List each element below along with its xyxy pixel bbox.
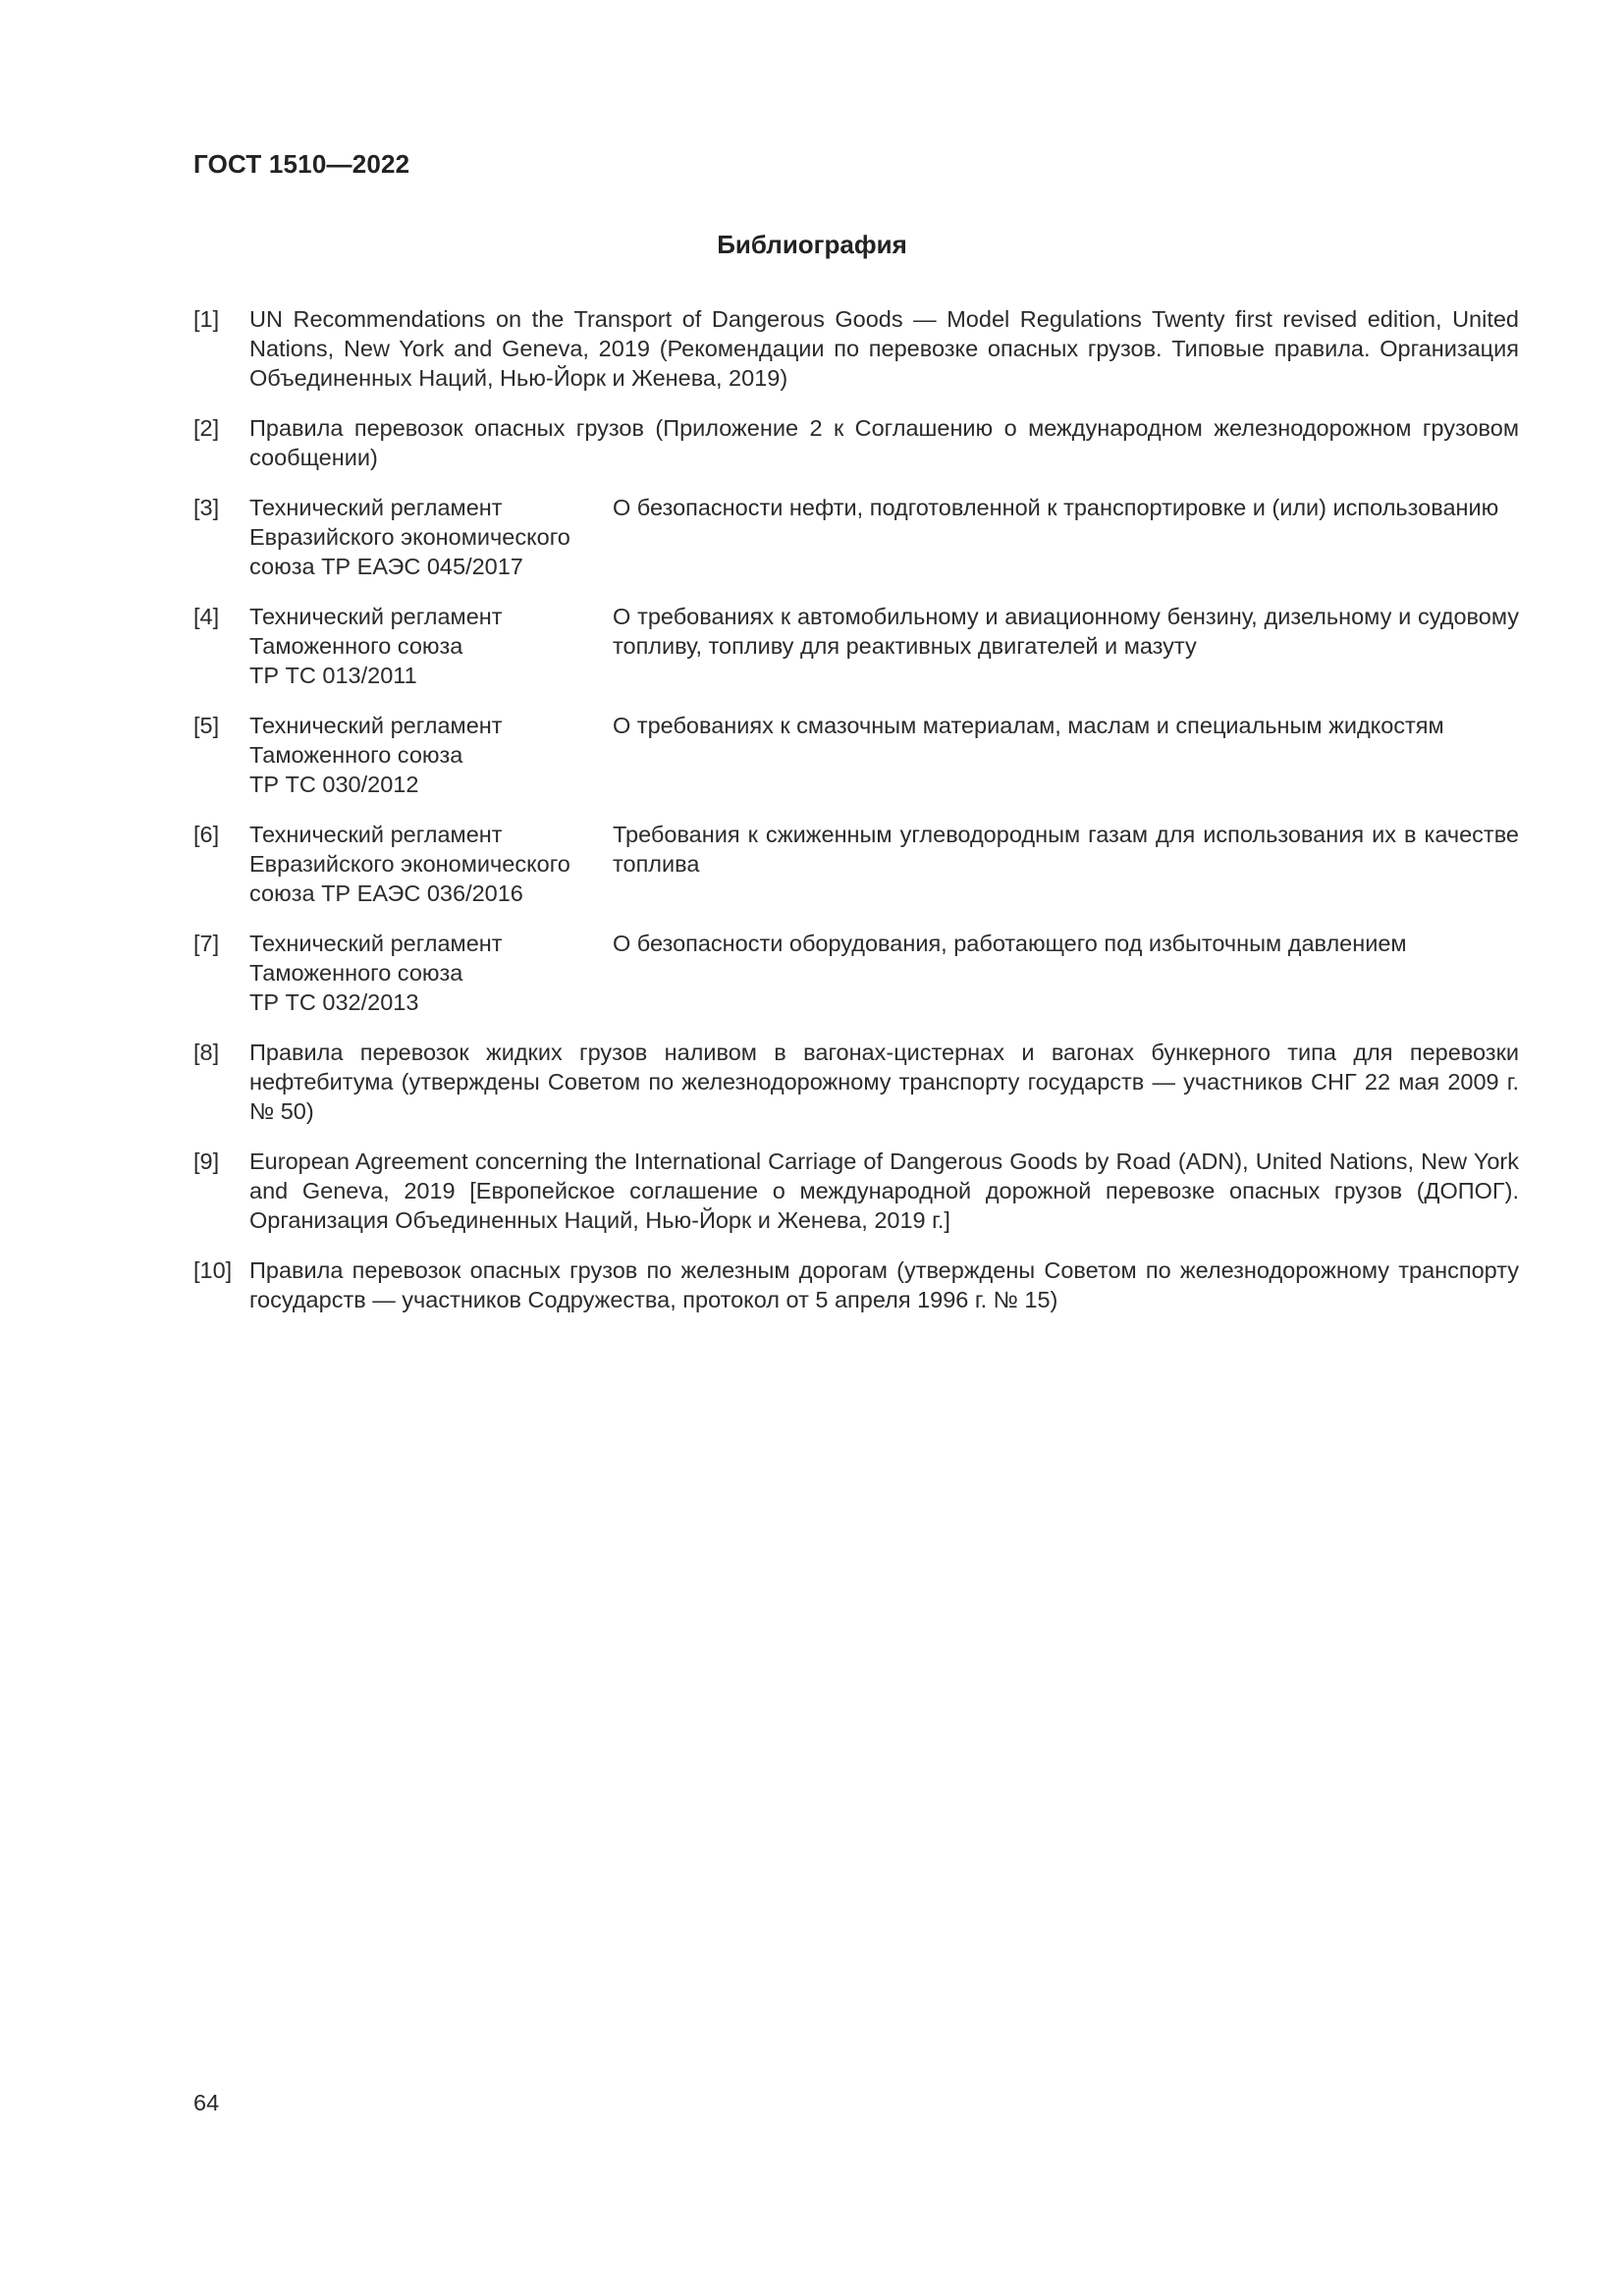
regulation-line: Евразийского экономического: [249, 851, 570, 877]
bibliography-entry-7: [193, 929, 1519, 1017]
bibliography-entry-5: [193, 711, 1519, 799]
regulation-line: союза ТР ЕАЭС 045/2017: [249, 554, 523, 579]
regulation-line: ТР ТС 013/2011: [249, 663, 417, 688]
document-code: ГОСТ 1510—2022: [193, 149, 410, 179]
entry-number: [5]: [193, 713, 220, 738]
bibliography-entry-10: [193, 1255, 1519, 1314]
regulation-title: О безопасности оборудования, работающего под избыточным давлением: [613, 931, 1407, 956]
regulation-designation: [249, 602, 613, 690]
bibliography-list: [193, 304, 1519, 1335]
regulation-title: О безопасности нефти, подготовленной к транспортировке и (или) использованию: [613, 495, 1499, 520]
regulation-designation: [249, 820, 613, 908]
entry-text: UN Recommendations on the Transport of Dangerous Goods — Model Regulations Twenty first revised edition, United Nations, New York and Geneva, 2019 (Рекомендации по перевозке опасных грузов. Типовые правила. Организация Объединенных Наций, Нью-Йорк и Женева, 2019): [249, 306, 1519, 391]
entry-number: [4]: [193, 604, 220, 629]
regulation-line: Технический регламент: [249, 713, 503, 738]
entry-text: Правила перевозок опасных грузов по железным дорогам (утверждены Советом по железнодорожному транспорту государств — участников Содружества, протокол от 5 апреля 1996 г. № 15): [249, 1257, 1519, 1312]
entry-text: European Agreement concerning the International Carriage of Dangerous Goods by Road (ADN), United Nations, New York and Geneva, 2019 [Европейское соглашение о международной дорожной перевозке опасных грузов (ДОПОГ). Организация Объединенных Наций, Нью-Йорк и Женева, 2019 г.]: [249, 1148, 1519, 1233]
regulation-line: Таможенного союза: [249, 742, 463, 768]
regulation-line: Евразийского экономического: [249, 524, 570, 550]
entry-number: [1]: [193, 306, 220, 332]
page-number: 64: [193, 2090, 220, 2115]
regulation-designation: [249, 711, 613, 799]
regulation-title: О требованиях к автомобильному и авиационному бензину, дизельному и судовому топливу, топливу для реактивных двигателей и мазуту: [613, 604, 1519, 659]
bibliography-entry-2: [193, 413, 1519, 472]
regulation-line: союза ТР ЕАЭС 036/2016: [249, 881, 523, 906]
entry-number: [3]: [193, 495, 220, 520]
entry-text: Правила перевозок опасных грузов (Приложение 2 к Соглашению о международном железнодорожном грузовом сообщении): [249, 415, 1519, 470]
regulation-title: О требованиях к смазочным материалам, маслам и специальным жидкостям: [613, 713, 1444, 738]
regulation-title: Требования к сжиженным углеводородным газам для использования их в качестве топлива: [613, 822, 1519, 877]
regulation-line: Технический регламент: [249, 931, 503, 956]
regulation-line: Технический регламент: [249, 495, 503, 520]
entry-number: [9]: [193, 1148, 220, 1174]
regulation-line: Таможенного союза: [249, 960, 463, 986]
regulation-line: ТР ТС 032/2013: [249, 989, 419, 1015]
bibliography-title: Библиография: [717, 230, 907, 259]
entry-number: [2]: [193, 415, 220, 441]
bibliography-entry-3: [193, 493, 1519, 581]
entry-number: [8]: [193, 1040, 220, 1065]
regulation-line: Таможенного союза: [249, 633, 463, 659]
bibliography-entry-1: [193, 304, 1519, 393]
bibliography-entry-6: [193, 820, 1519, 908]
entry-text: Правила перевозок жидких грузов наливом в вагонах-цистернах и вагонах бункерного типа для перевозки нефтебитума (утверждены Советом по железнодорожному транспорту государств — участников СНГ 22 мая 2009 г. № 50): [249, 1040, 1519, 1124]
regulation-line: Технический регламент: [249, 604, 503, 629]
regulation-line: ТР ТС 030/2012: [249, 772, 419, 797]
regulation-designation: [249, 493, 613, 581]
entry-number: [7]: [193, 931, 220, 956]
regulation-line: Технический регламент: [249, 822, 503, 847]
bibliography-entry-4: [193, 602, 1519, 690]
bibliography-entry-8: [193, 1038, 1519, 1126]
bibliography-entry-9: [193, 1147, 1519, 1235]
entry-number: [10]: [193, 1257, 233, 1283]
entry-number: [6]: [193, 822, 220, 847]
regulation-designation: [249, 929, 613, 1017]
